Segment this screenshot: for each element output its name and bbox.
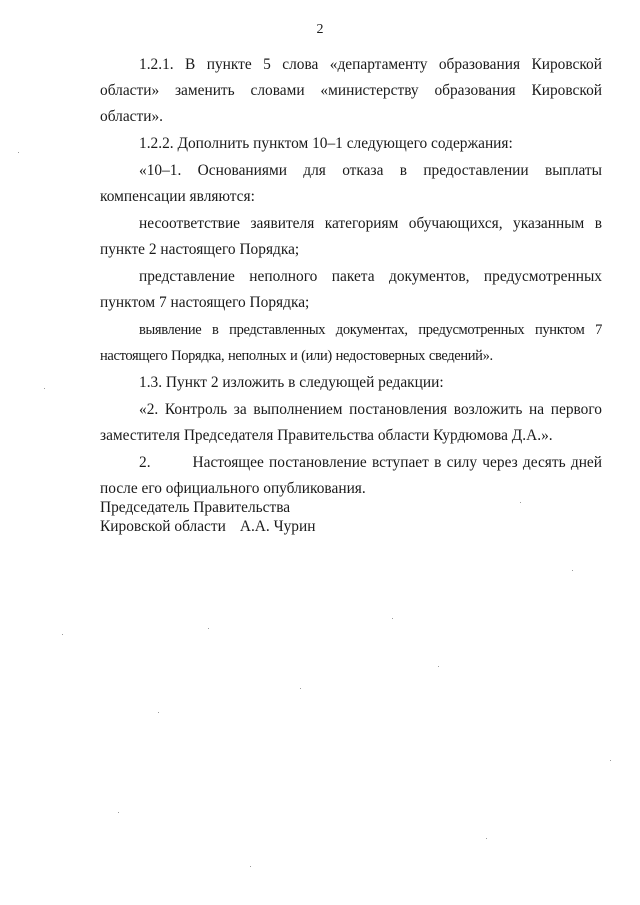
paragraph-ground-category: несоответствие заявителя категориям обучающихся, указанным в пункте 2 настоящего Порядка; [100, 215, 602, 258]
scan-speck [610, 760, 611, 761]
scan-speck [250, 866, 251, 867]
signature-region: Кировской области [100, 518, 226, 535]
paragraph-1-3: 1.3. Пункт 2 изложить в следующей редакции: [139, 374, 444, 391]
paragraph-control: «2. Контроль за выполнением постановления возложить на первого заместителя Председателя Правительства области Курдюмова Д.А.». [100, 401, 602, 444]
scan-speck [18, 152, 19, 153]
signature-line [100, 517, 315, 536]
signature-name: А.А. Чурин [239, 518, 316, 535]
paragraph-ground-incomplete-package: представление неполного пакета документов, предусмотренных пунктом 7 настоящего Порядка; [100, 268, 602, 311]
scan-speck [62, 634, 63, 635]
paragraph-1-2-2: 1.2.2. Дополнить пунктом 10–1 следующего содержания: [139, 135, 513, 152]
scan-speck [44, 388, 45, 389]
document-body [100, 52, 606, 503]
scan-speck [392, 618, 393, 619]
paragraph-10-1-intro: «10–1. Основаниями для отказа в предоставлении выплаты компенсации являются: [100, 162, 602, 205]
scan-speck [486, 838, 487, 839]
signature-block [100, 498, 315, 536]
paragraph-1-2-1: 1.2.1. В пункте 5 слова «департаменту образования Кировской области» заменить словами «министерству образования Кировской области». [100, 56, 602, 125]
signature-title: Председатель Правительства [100, 499, 291, 516]
scan-speck [520, 502, 521, 503]
scan-speck [300, 688, 301, 689]
scan-speck [118, 812, 119, 813]
scan-speck [158, 712, 159, 713]
scan-speck [438, 666, 439, 667]
paragraph-effective-date: 2. Настоящее постановление вступает в силу через десять дней после его официального опубликования. [100, 454, 606, 497]
paragraph-ground-invalid-data: выявление в представленных документах, предусмотренных пунктом 7 настоящего Порядка, неполных и (или) недостоверных сведений». [100, 322, 602, 364]
scan-speck [572, 570, 573, 571]
page-number: 2 [316, 22, 324, 37]
scan-speck [208, 628, 209, 629]
